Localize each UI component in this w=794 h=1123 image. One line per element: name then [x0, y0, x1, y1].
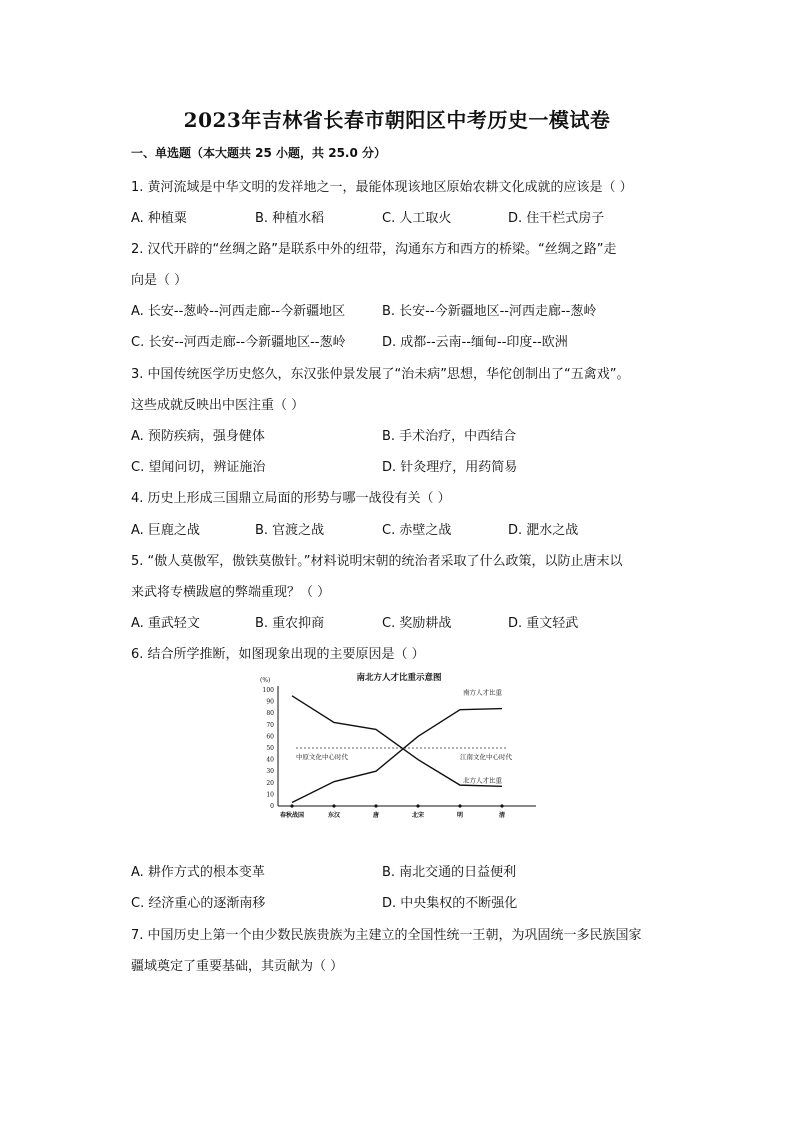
q5-option-c[interactable]: C. 奖励耕战	[382, 616, 452, 631]
q5-option-a[interactable]: A. 重武轻文	[131, 616, 200, 631]
talent-ratio-chart	[254, 668, 544, 826]
q3-option-a[interactable]: A. 预防疾病，强身健体	[131, 429, 265, 444]
chart-xtick-label: 唐	[372, 812, 380, 819]
question-2-stem-cont: 向是（ ）	[131, 273, 188, 288]
question-3-stem-cont: 这些成就反映出中医注重（ ）	[131, 398, 305, 413]
chart-xtick-label: 春秋战国	[279, 812, 305, 819]
chart-ytick-label: 70	[266, 721, 274, 729]
q6-option-b[interactable]: B. 南北交通的日益便利	[382, 865, 517, 880]
question-7-stem: 7. 中国历史上第一个由少数民族贵族为主建立的全国性统一王朝，为巩固统一多民族国家	[131, 928, 642, 943]
chart-ytick-label: 100	[262, 687, 274, 694]
chart-xtick-mark	[290, 804, 293, 807]
chart-ytick-label: 80	[266, 710, 274, 718]
q1-option-b[interactable]: B. 种植水稻	[255, 211, 325, 226]
chart-ytick-label: 50	[266, 745, 274, 752]
q5-option-d[interactable]: D. 重文轻武	[508, 616, 579, 631]
question-4-stem: 4. 历史上形成三国鼎立局面的形势与哪一战役有关（ ）	[131, 491, 451, 506]
question-5-stem: 5. “傲人莫傲军，傲铁莫傲针。”材料说明宋朝的统治者采取了什么政策，以防止唐末以	[131, 554, 623, 569]
question-1-stem: 1. 黄河流域是中华文明的发祥地之一，最能体现该地区原始农耕文化成就的应该是（ ）	[131, 180, 633, 195]
chart-ylabel: (%)	[260, 677, 271, 684]
question-3-stem: 3. 中国传统医学历史悠久，东汉张仲景发展了“治未病”思想，华佗创制出了“五禽戏”。	[131, 367, 630, 382]
q3-option-d[interactable]: D. 针灸理疗，用药简易	[382, 460, 518, 475]
chart-xtick-mark	[374, 804, 377, 807]
chart-ytick-label: 60	[266, 733, 274, 741]
chart-xtick-mark	[458, 804, 461, 807]
q2-option-b[interactable]: B. 长安--今新疆地区--河西走廊--葱岭	[382, 304, 597, 319]
q3-option-c[interactable]: C. 望闻问切，辨证施治	[131, 460, 266, 475]
chart-series-label-0: 南方人才比重	[463, 688, 502, 697]
q2-option-d[interactable]: D. 成都--云南--缅甸--印度--欧洲	[382, 335, 568, 350]
q4-option-d[interactable]: D. 淝水之战	[508, 523, 579, 538]
q1-option-c[interactable]: C. 人工取火	[382, 211, 452, 226]
chart-xtick-label: 东汉	[327, 812, 341, 819]
chart-xtick-mark	[332, 804, 335, 807]
chart-ytick-label: 30	[266, 768, 274, 776]
q5-option-b[interactable]: B. 重农抑商	[255, 616, 325, 631]
q4-option-c[interactable]: C. 赤壁之战	[382, 523, 452, 538]
chart-xtick-label: 清	[498, 812, 506, 819]
chart-annotation-south: 江南文化中心时代	[460, 753, 512, 761]
section-heading: 一、单选题（本大题共 25 小题，共 25.0 分）	[131, 146, 387, 160]
question-7-stem-cont: 疆域奠定了重要基础，其贡献为（ ）	[131, 959, 344, 974]
exam-title: 2023年吉林省长春市朝阳区中考历史一模试卷	[183, 108, 611, 132]
chart-xtick-label: 北宋	[411, 812, 425, 819]
q4-option-a[interactable]: A. 巨鹿之战	[131, 523, 200, 538]
question-5-stem-cont: 来武将专横跋扈的弊端重现？（ ）	[131, 585, 331, 600]
q2-option-c[interactable]: C. 长安--河西走廊--今新疆地区--葱岭	[131, 335, 346, 350]
chart-svg	[254, 668, 544, 826]
chart-title: 南北方人才比重示意图	[356, 673, 442, 683]
question-2-stem: 2. 汉代开辟的“丝绸之路”是联系中外的纽带，沟通东方和西方的桥梁。“丝绸之路”走	[131, 242, 617, 257]
chart-xtick-mark	[416, 804, 419, 807]
chart-ytick-label: 20	[266, 779, 274, 787]
q1-option-a[interactable]: A. 种植粟	[131, 211, 187, 226]
q6-option-c[interactable]: C. 经济重心的逐渐南移	[131, 896, 266, 911]
q3-option-b[interactable]: B. 手术治疗，中西结合	[382, 429, 517, 444]
q4-option-b[interactable]: B. 官渡之战	[255, 523, 325, 538]
question-6-stem: 6. 结合所学推断，如图现象出现的主要原因是（ ）	[131, 647, 425, 662]
q1-option-d[interactable]: D. 住干栏式房子	[508, 211, 605, 226]
chart-ytick-label: 90	[266, 698, 274, 706]
chart-xtick-mark	[500, 804, 503, 807]
chart-ytick-label: 0	[270, 803, 274, 810]
chart-xtick-label: 明	[456, 812, 464, 819]
q2-option-a[interactable]: A. 长安--葱岭--河西走廊--今新疆地区	[131, 304, 346, 319]
q6-option-a[interactable]: A. 耕作方式的根本变革	[131, 865, 265, 880]
q6-option-d[interactable]: D. 中央集权的不断强化	[382, 896, 518, 911]
chart-annotation-north: 中原文化中心时代	[296, 753, 348, 761]
chart-ytick-label: 40	[266, 756, 274, 764]
chart-ytick-label: 10	[266, 791, 274, 799]
chart-series-label-1: 北方人才比重	[463, 776, 502, 785]
